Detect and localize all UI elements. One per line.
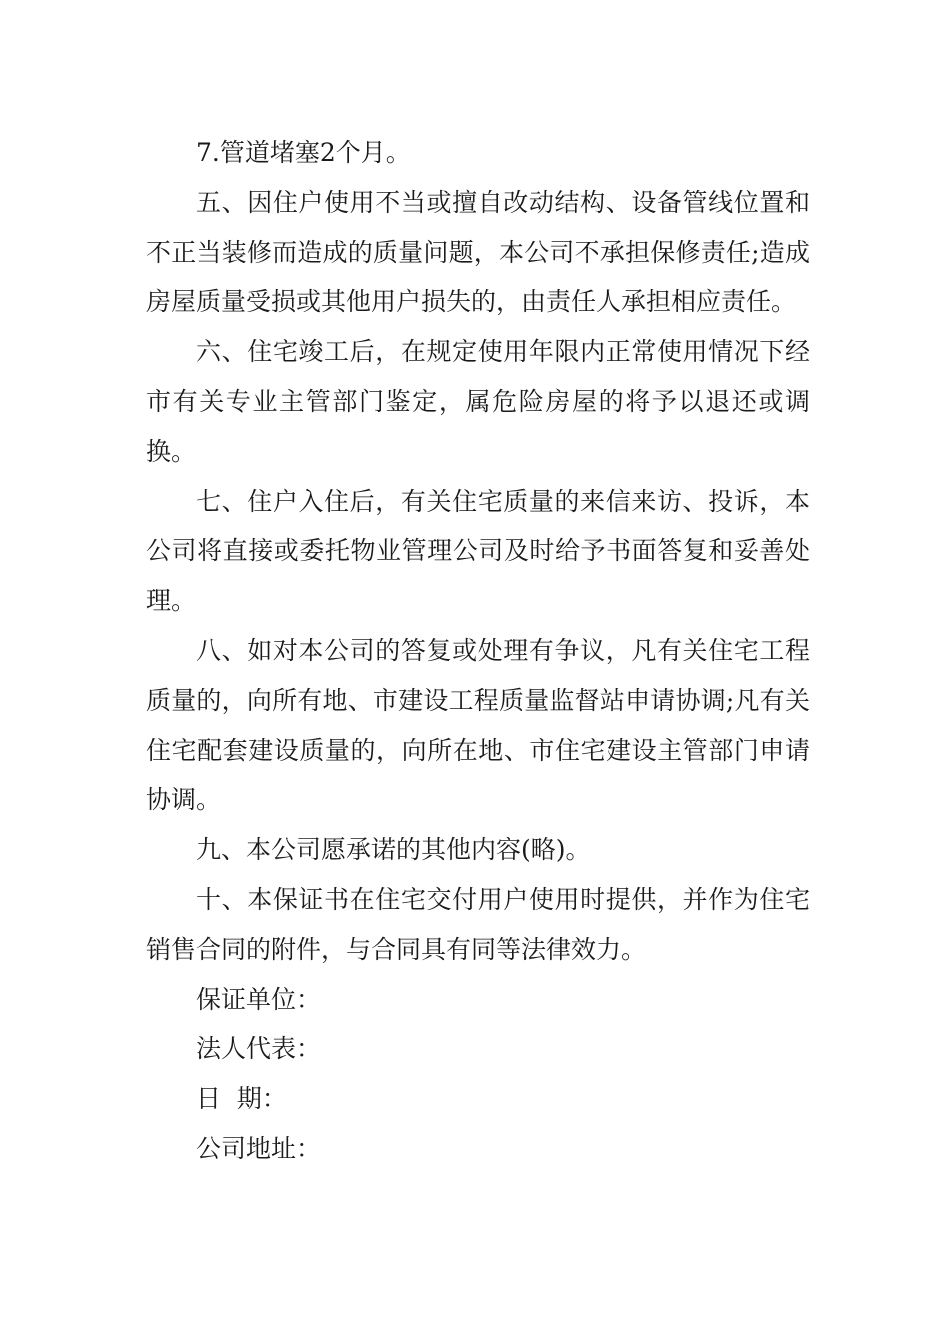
- document-body: [146, 128, 810, 1174]
- legal-rep-label: 法人代表：: [196, 1034, 322, 1064]
- clause-10-legal-effect: 十、本保证书在住宅交付用户使用时提供，并作为住宅销售合同的附件，与合同具有同等法律效力。: [146, 884, 810, 964]
- clause-7-complaints: 七、住户入住后，有关住宅质量的来信来访、投诉，本公司将直接或委托物业管理公司及时给予书面答复和妥善处理。: [146, 486, 810, 616]
- clause-8-disputes: 八、如对本公司的答复或处理有争议，凡有关住宅工程质量的，向所有地、市建设工程质量监督站申请协调;凡有关住宅配套建设质量的，向所在地、市住宅建设主管部门申请协调。: [146, 635, 810, 815]
- date-label: 日 期：: [196, 1084, 287, 1114]
- clause-9-other-content: 九、本公司愿承诺的其他内容(略)。: [196, 835, 591, 865]
- guarantor-label: 保证单位：: [196, 984, 322, 1014]
- clause-5-improper-use: 五、因住户使用不当或擅自改动结构、设备管线位置和不正当装修而造成的质量问题，本公司不承担保修责任;造成房屋质量受损或其他用户损失的，由责任人承担相应责任。: [146, 187, 810, 317]
- clause-6-dangerous-housing: 六、住宅竣工后，在规定使用年限内正常使用情况下经市有关专业主管部门鉴定，属危险房屋的将予以退还或调换。: [146, 337, 810, 466]
- address-label: 公司地址：: [196, 1133, 322, 1163]
- item-7-pipe-blockage: 7.管道堵塞2个月。: [196, 138, 411, 167]
